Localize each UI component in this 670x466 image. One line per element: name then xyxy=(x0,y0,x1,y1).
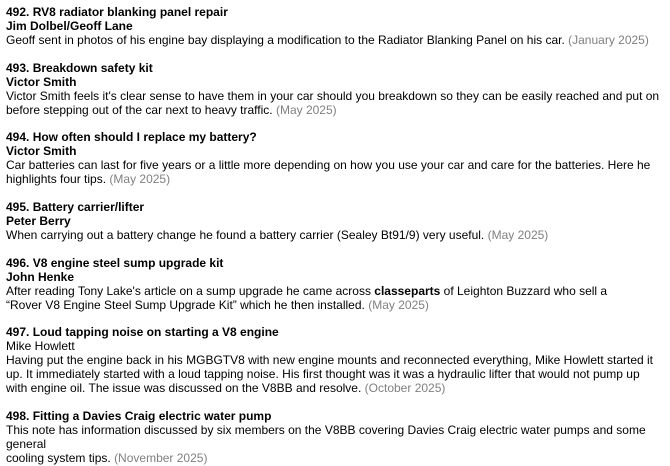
article-entry xyxy=(6,409,664,465)
article-author: Victor Smith xyxy=(6,74,77,89)
summary-text: Victor Smith feels it's clear sense to have them in your car should you breakdown so they can be easily reached and put on before stepping out of the car next to heavy traffic. xyxy=(6,88,660,117)
article-entry xyxy=(6,325,664,395)
article-entry xyxy=(6,61,664,117)
article-date: (October 2025) xyxy=(364,381,446,396)
article-title: 495. Battery carrier/lifter xyxy=(6,200,145,215)
summary-text: When carrying out a battery change he found a battery carrier (Sealey Bt91/9) very useful. xyxy=(6,228,485,243)
article-title: 492. RV8 radiator blanking panel repair xyxy=(6,5,228,19)
summary-text: This note has information discussed by six members on the V8BB covering Davies Craig electric water pumps and some general xyxy=(6,423,646,452)
summary-text: Geoff sent in photos of his engine bay displaying a modification to the Radiator Blanking Panel on his car. xyxy=(6,33,565,47)
article-date: (May 2025) xyxy=(487,228,549,243)
article-summary xyxy=(6,33,664,47)
article-entry xyxy=(6,200,664,242)
summary-text: After reading Tony Lake's article on a sump upgrade he came across xyxy=(6,283,375,298)
article-author: Jim Dolbel/Geoff Lane xyxy=(6,19,133,33)
article-title: 497. Loud tapping noise on starting a V8 engine xyxy=(6,325,279,340)
article-entry xyxy=(6,5,664,47)
article-entry xyxy=(6,256,664,312)
article-summary xyxy=(6,353,664,395)
article-title: 498. Fitting a Davies Craig electric water pump xyxy=(6,409,272,424)
article-title: 493. Breakdown safety kit xyxy=(6,60,153,75)
article-summary xyxy=(6,228,664,242)
summary-text: of Leighton Buzzard who sell a xyxy=(440,283,608,298)
article-date: (January 2025) xyxy=(568,33,649,47)
summary-text: Car batteries can last for five years or a little more depending on how you use your car and care for the batteries. Here he highlights four tips. xyxy=(6,158,651,187)
article-entry xyxy=(6,130,664,186)
article-summary xyxy=(6,158,664,186)
summary-text: cooling system tips. xyxy=(6,451,111,466)
article-summary xyxy=(6,423,664,465)
article-title: 496. V8 engine steel sump upgrade kit xyxy=(6,255,224,270)
article-author: John Henke xyxy=(6,269,75,284)
article-title: 494. How often should I replace my battery? xyxy=(6,130,257,145)
summary-text: “Rover V8 Engine Steel Sump Upgrade Kit” which he then installed. xyxy=(6,297,365,312)
article-date: (May 2025) xyxy=(368,297,429,312)
article-summary xyxy=(6,89,664,117)
article-author: Mike Howlett xyxy=(6,339,75,354)
article-author: Victor Smith xyxy=(6,144,77,159)
article-date: (May 2025) xyxy=(275,102,337,117)
summary-text: Having put the engine back in his MGBGTV8 with new engine mounts and reconnected everything, Mike Howlett started it up. It immediately started with a loud tapping noise. His first thought was it was a hydraulic lifter that would not pump up with engine oil. The issue was discussed on the V8BB and resolve. xyxy=(6,353,654,396)
supplier-name: classeparts xyxy=(374,283,441,298)
article-author: Peter Berry xyxy=(6,214,71,229)
article-date: (May 2025) xyxy=(109,172,171,187)
article-date: (November 2025) xyxy=(114,451,208,466)
article-summary xyxy=(6,284,664,312)
